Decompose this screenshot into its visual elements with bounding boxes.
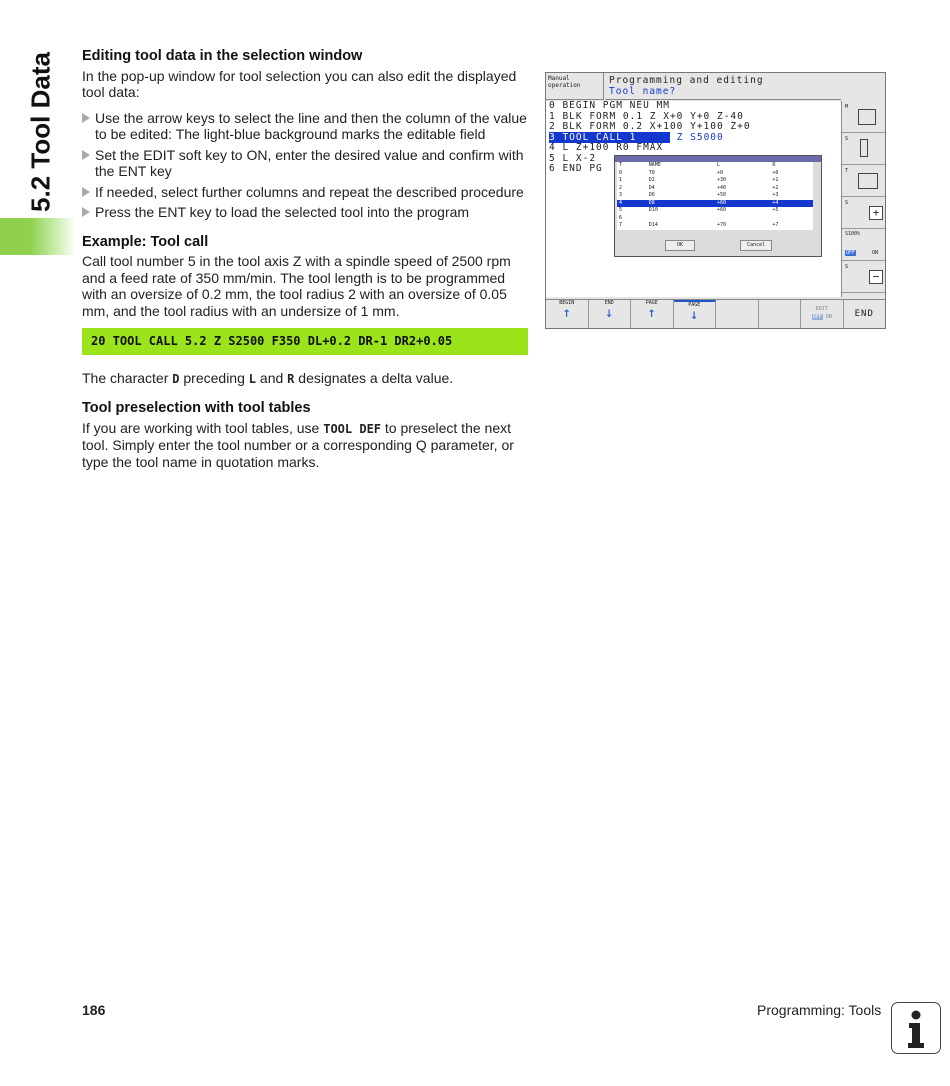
program-line: 6 END PG [549, 163, 603, 174]
program-line: 5 L X-2 [549, 152, 597, 164]
cancel-button[interactable]: Cancel [740, 240, 772, 251]
softkey-spindle[interactable]: S [842, 133, 886, 165]
bullet-item: Set the EDIT soft key to ON, enter the desired value and confirm with the ENT key [82, 147, 528, 180]
bullet-triangle-icon [82, 187, 90, 197]
chapter-tab-marker [0, 218, 76, 255]
bullet-item: If needed, select further columns and repeat the described procedure [82, 184, 528, 201]
section-heading-example: Example: Tool call [82, 233, 209, 250]
edit-off-label: OFF [812, 314, 822, 320]
section-heading-preselection: Tool preselection with tool tables [82, 400, 311, 416]
section-heading-editing: Editing tool data in the selection window [82, 48, 363, 64]
paragraph-delta: The character D preceding L and R designates a delta value. [82, 369, 454, 386]
table-row[interactable]: 5 D10 +60 +5 [619, 207, 779, 213]
ok-button[interactable]: OK [665, 240, 695, 251]
page-number: 186 [82, 1002, 106, 1018]
softkey-m-function[interactable]: M [842, 101, 886, 133]
paragraph-intro: In the pop-up window for tool selection you can also edit the displayed tool data: [82, 67, 517, 100]
program-line-active: 3 TOOL CALL 1 Z S5000 [549, 131, 724, 143]
chapter-side-title: 5.2 Tool Data [25, 52, 56, 212]
softkey-end-program[interactable]: END [844, 300, 886, 329]
arrow-up-icon: ↑ [647, 305, 656, 321]
table-row[interactable]: 1 D2 +30 +1 [619, 177, 779, 183]
control-screenshot [545, 72, 886, 329]
program-line: 0 BEGIN PGM NEU MM [549, 100, 670, 111]
main-text-column [82, 48, 528, 470]
table-row[interactable]: 7 D14 +70 +7 [619, 222, 779, 228]
table-row[interactable]: 6 [619, 214, 623, 221]
table-row-selected[interactable]: 4 D8 +60 +4 [617, 200, 813, 208]
softkey-end[interactable]: END ↓ [589, 300, 632, 329]
arrow-down-icon: ↓ [690, 307, 699, 323]
horizontal-softkey-bar [546, 299, 885, 329]
softkey-spindle-minus[interactable]: S − [842, 261, 886, 293]
table-row[interactable]: 2 D4 +40 +2 [619, 184, 779, 191]
bullet-triangle-icon [82, 113, 90, 123]
tool-icon [858, 173, 878, 189]
machine-table-icon [858, 109, 876, 125]
softkey-spindle-override[interactable]: S100% OFF ON [842, 229, 886, 261]
softkey-empty[interactable] [716, 300, 759, 329]
tool-selection-popup [614, 155, 822, 257]
plus-icon: + [869, 206, 883, 220]
softkey-edit[interactable]: EDIT OFF ON [801, 300, 844, 329]
program-line: 2 BLK FORM 0.2 X+100 Y+100 Z+0 [549, 121, 751, 132]
arrow-up-icon: ↑ [562, 305, 571, 321]
spindle-icon [860, 139, 868, 157]
on-label: ON [872, 250, 879, 256]
off-label: OFF [846, 250, 856, 256]
bullet-item: Press the ENT key to load the selected tool into the program [82, 204, 528, 221]
bullet-triangle-icon [82, 150, 90, 160]
edit-on-label: ON [825, 314, 832, 320]
softkey-begin[interactable]: BEGIN ↑ [546, 300, 589, 329]
program-line: 1 BLK FORM 0.1 Z X+0 Y+0 Z-40 [549, 110, 744, 122]
paragraph-example: Call tool number 5 in the tool axis Z with a spindle speed of 2500 rpm and a feed rate of 350 mm/min. The tool length is to be programmed with an oversize of 0.2 mm, the tool radius 2 with an oversize of 0.05 mm, and the tool radius with an undersize of 1 mm. [82, 253, 511, 319]
minus-icon: − [869, 270, 883, 284]
table-row[interactable]: 3 D6 +50 +3 [619, 192, 779, 198]
code-example-bar: 20 TOOL CALL 5.2 Z S2500 F350 DL+0.2 DR-1 DR2+0.05 [82, 328, 528, 355]
arrow-down-icon: ↓ [605, 305, 614, 321]
tool-table [617, 162, 813, 230]
program-line: 4 L Z+100 R0 FMAX [549, 142, 664, 153]
operating-mode-label: Manual operation [546, 73, 604, 100]
screen-header: Programming and editing Tool name? [605, 73, 841, 100]
softkey-empty[interactable] [759, 300, 802, 329]
softkey-page-down[interactable]: PAGE ↓ [674, 300, 717, 329]
bullet-item: Use the arrow keys to select the line and then the column of the value to be edited: The light-blue background marks the editable field [82, 110, 528, 143]
tool-table-header: T NAME L R [619, 162, 776, 168]
info-icon [891, 1002, 941, 1054]
vertical-softkey-bar [841, 101, 886, 297]
softkey-spindle-plus[interactable]: S + [842, 197, 886, 229]
softkey-tool[interactable]: T [842, 165, 886, 197]
footer-section-title: Programming: Tools [757, 1002, 882, 1018]
softkey-page-up[interactable]: PAGE ↑ [631, 300, 674, 329]
table-row[interactable]: 0 T0 +0 +0 [619, 169, 779, 176]
bullet-triangle-icon [82, 207, 90, 217]
paragraph-preselection: If you are working with tool tables, use TOOL DEF to preselect the next tool. Simply enter the tool number or a corresponding Q parameter, or type the tool name in quotation marks. [82, 419, 514, 470]
